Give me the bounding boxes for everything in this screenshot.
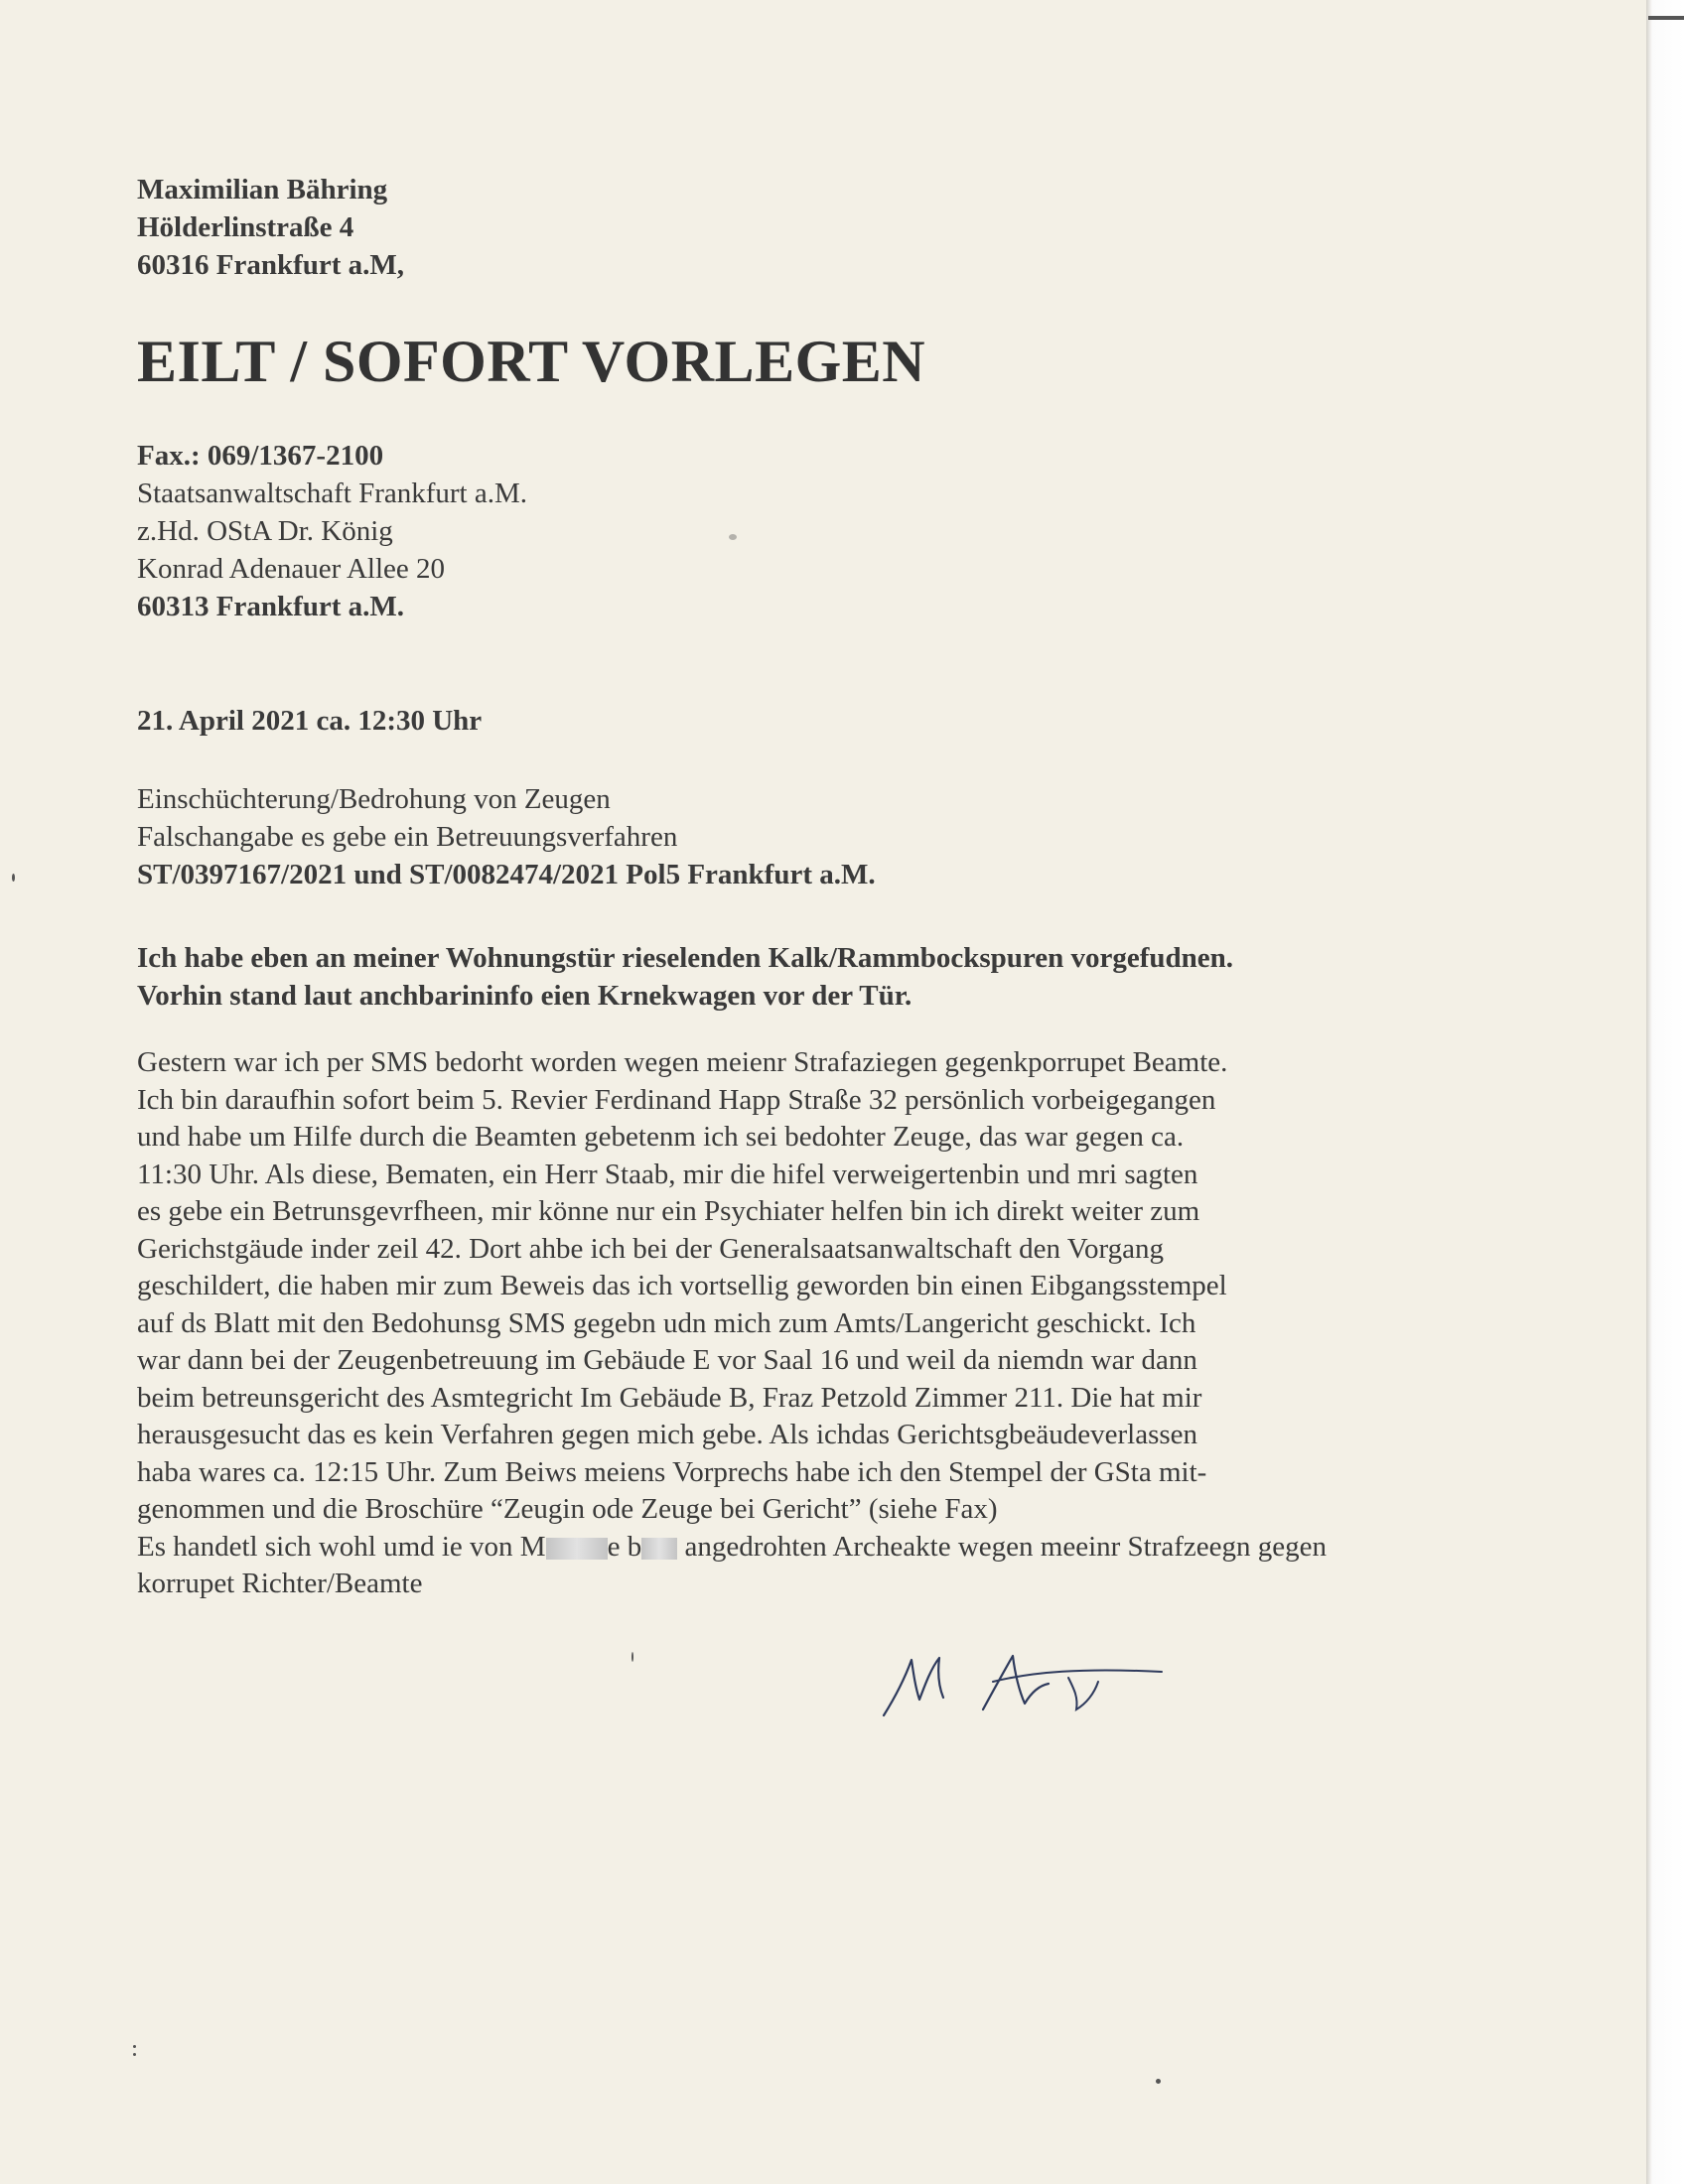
body-line: auf ds Blatt mit den Bedohunsg SMS gegebn udn mich zum Amts/Langericht geschickt. Ich bbox=[137, 1306, 1196, 1339]
scan-speck bbox=[12, 874, 15, 882]
body-line: korrupet Richter/Beamte bbox=[137, 1568, 423, 1599]
letter-date: 21. April 2021 ca. 12:30 Uhr bbox=[137, 705, 483, 737]
recipient-street: Konrad Adenauer Allee 20 bbox=[137, 553, 446, 585]
letter-body bbox=[137, 1044, 1547, 1603]
sender-city: 60316 Frankfurt a.M, bbox=[137, 249, 405, 281]
notice-line-2: Vorhin stand laut anchbarininfo eien Krnekwagen vor der Tür. bbox=[137, 980, 912, 1012]
body-line: Ich bin daraufhin sofort beim 5. Revier Ferdinand Happ Straße 32 persönlich vorbeigegangen bbox=[137, 1083, 1216, 1116]
scan-speck bbox=[729, 534, 737, 540]
signature-image bbox=[874, 1638, 1192, 1747]
scan-speck bbox=[133, 2053, 136, 2056]
recipient-office: Staatsanwaltschaft Frankfurt a.M. bbox=[137, 478, 528, 509]
subject-line-2: Falschangabe es gebe ein Betreuungsverfahren bbox=[137, 821, 678, 853]
body-line: Gestern war ich per SMS bedorht worden wegen meienr Strafaziegen gegenkporrupet Beamte. bbox=[137, 1046, 1228, 1078]
body-line: es gebe ein Betrunsgevrfheen, mir könne nur ein Psychiater helfen bin ich direkt weiter zum bbox=[137, 1195, 1200, 1227]
scan-corner-mark bbox=[1648, 16, 1684, 20]
scan-speck bbox=[632, 1652, 633, 1662]
paper-edge bbox=[1646, 0, 1684, 2184]
body-line: herausgesucht das es kein Verfahren gegen mich gebe. Als ichdas Gerichtsgbeäudeverlassen bbox=[137, 1419, 1198, 1450]
redaction-blur bbox=[546, 1538, 608, 1560]
urgent-notice bbox=[137, 939, 1233, 1015]
recipient-fax: Fax.: 069/1367-2100 bbox=[137, 440, 384, 472]
body-line-redacted bbox=[137, 1529, 1547, 1567]
body-line: 11:30 Uhr. Als diese, Bematen, ein Herr Staab, mir die hifel verweigertenbin und mri sagten bbox=[137, 1158, 1198, 1190]
body-text-part: e b bbox=[607, 1530, 642, 1563]
scan-speck bbox=[133, 2045, 136, 2048]
body-text-part: Es handetl sich wohl umd ie von M bbox=[137, 1530, 546, 1563]
recipient-city: 60313 Frankfurt a.M. bbox=[137, 591, 405, 622]
sender-name: Maximilian Bähring bbox=[137, 174, 388, 205]
body-line: Gerichstgäude inder zeil 42. Dort ahbe ich bei der Generalsaatsanwaltschaft den Vorgang bbox=[137, 1232, 1164, 1265]
body-line: haba wares ca. 12:15 Uhr. Zum Beiws meiens Vorprechs habe ich den Stempel der GSta mit- bbox=[137, 1455, 1207, 1488]
subject-line-1: Einschüchterung/Bedrohung von Zeugen bbox=[137, 783, 611, 815]
scan-speck bbox=[1156, 2079, 1161, 2084]
body-line: beim betreunsgericht des Asmtegricht Im Gebäude B, Fraz Petzold Zimmer 211. Die hat mir bbox=[137, 1381, 1202, 1414]
body-line: geschildert, die haben mir zum Beweis das ich vortsellig geworden bin einen Eibgangsstempel bbox=[137, 1270, 1227, 1301]
notice-line-1: Ich habe eben an meiner Wohnungstür rieselenden Kalk/Rammbockspuren vorgefudnen. bbox=[137, 942, 1234, 974]
recipient-address bbox=[137, 437, 527, 625]
subject-block bbox=[137, 780, 876, 893]
urgent-heading: EILT / SOFORT VORLEGEN bbox=[137, 329, 926, 394]
body-line: und habe um Hilfe durch die Beamten gebetenm ich sei bedohter Zeuge, das war gegen ca. bbox=[137, 1121, 1185, 1153]
recipient-attention: z.Hd. OStA Dr. König bbox=[137, 515, 393, 547]
sender-street: Hölderlinstraße 4 bbox=[137, 211, 354, 243]
sender-address bbox=[137, 171, 404, 284]
case-numbers: ST/0397167/2021 und ST/0082474/2021 Pol5 Frankfurt a.M. bbox=[137, 859, 876, 890]
body-line: genommen und die Broschüre “Zeugin ode Zeuge bei Gericht” (siehe Fax) bbox=[137, 1493, 998, 1525]
redaction-blur bbox=[641, 1538, 677, 1560]
body-line: war dann bei der Zeugenbetreuung im Gebäude E vor Saal 16 und weil da niemdn war dann bbox=[137, 1344, 1197, 1376]
body-text-part: angedrohten Archeakte wegen meeinr Strafzeegn gegen bbox=[677, 1530, 1328, 1563]
